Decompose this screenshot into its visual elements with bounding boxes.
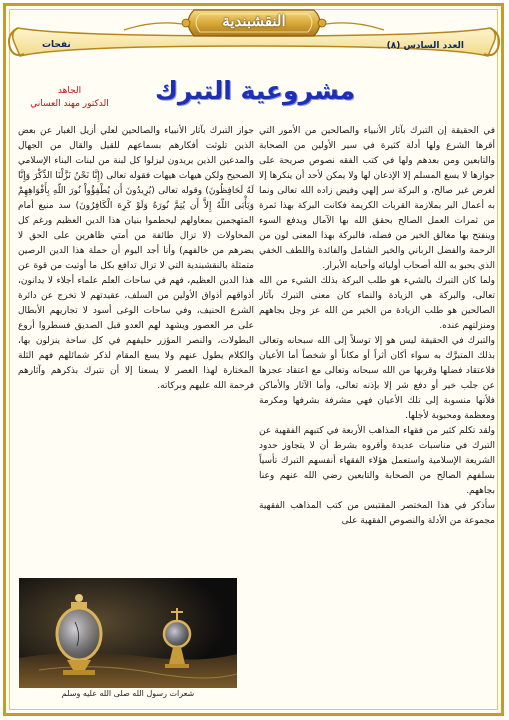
author-prefix: الجاهد bbox=[57, 86, 82, 96]
paragraph: سأذكر في هذا المختصر المقتبس من كتب المذاهب الفقهية مجموعة من الأدلة والنصوص الفقهية على bbox=[259, 501, 495, 526]
paragraph: ولما كان التبرك بالشيء هو طلب البركة بذلك الشيء من الله تعالى، والبركة هي الزيادة والنماء كان معنى التبرك بآثار الصالحين هو طلب الزيادة من الخير من الله عز وجل بجاههم ومنزلتهم عنده. bbox=[259, 276, 495, 331]
relic-photo bbox=[19, 578, 237, 688]
header-banner bbox=[4, 6, 504, 64]
paragraph: جواز التبرك بآثار الأنبياء والصالحين لعلي أزيل الغبار عن بعض الذين تلوثت أفكارهم بسماعهم للقيل والقال من الجهال والمدعين الذين يريدون ليزلوا كل لبنة من لبنات البناء الإسلامي الصحيح ولكن هيهات هيهات فقوله تعالى (إِنَّا نَحْنُ نَزَّلْنَا الذِّكْرَ وَإِنَّا لَهُ لَحَافِظُونَ) وقوله تعالى (يُرِيدُونَ أَن يُطْفِؤُواْ نُورَ اللّهِ بِأَفْوَاهِهِمْ وَيَأْبَى اللّهُ إِلاَّ أَن يُتِمَّ نُورَهُ وَلَوْ كَرِهَ الْكَافِرُونَ) سد منيع أمام المتهجمين بمعاولهم ليحطموا بنيان هذا الدين العظيم ورغم كل المحاولات (لا تزال طائفة من أمتي ظاهرين على الحق لا يضرهم من خالفهم) وأنا أجد اليوم أن حملة هذا الدين الرصين متمثلة بالنقشبندية التي لا تزال تدافع بكل ما أوتيت من قوة عن هذا الدين العظيم، فهم في ساحات العلم علماء أجلاء لا يدانون، أذواقهم أذواق الأولين من السلف، عقيدتهم لا تخرج عن دائرة الشرع الحنيف، وفي ساحات الوغى أسود لا تجاريهم الأبطال على مر العصور ويشهد لهم العدو قبل الصديق فسطروا أروع البطولات، والنصر المؤزر حليفهم في كل ساحة ينزلون بها، والكلام يطول عنهم ولا يسع المقام لذكر شمائلهم فهم الثلة المختارة لهذا العصر لا يسعنا إلا أن نتبرك بذكرهم وآثارهم فرحمة الله عليهم وبركاته. bbox=[18, 126, 254, 391]
article-column-right bbox=[259, 124, 495, 712]
masthead-title: النقشبندية bbox=[222, 12, 286, 30]
relic-illustration bbox=[19, 578, 237, 688]
article-title: مشروعية التبرك bbox=[155, 76, 355, 105]
author-byline bbox=[22, 85, 117, 111]
paragraph: ولقد تكلم كثير من فقهاء المذاهب الأربعة في كتبهم الفقهية عن التبرك في مناسبات عديدة وأقروه بشرط أن لا يتجاوز حدود الشريعة الإسلامية واستعمل هؤلاء الفقهاء أنفسهم التبرك تأسياً بسلفهم الصالح من الصحابة والتابعين رضي الله عنهم وعنا بجاههم. bbox=[259, 426, 495, 496]
article-column-left bbox=[18, 124, 254, 594]
paragraph: في الحقيقة إن التبرك بآثار الأنبياء والصالحين من الأمور التي أقرها الشرع ولها أدلة كثيرة في سير الأولين من الصحابة والتابعين ومن بعدهم ولها في كتب الفقه نصوص صريحة على جوازها لا يسع المسلم إلا الإذعان لها ولا يمكن لأحد أن ينكرها إلا لغرض غير صالح، و البركة سر إلهي وفيض زاده الله تعالى ونما به أعمال البر بملازمة القربات الكريمة فكانت البركة بهذا ثمرة من ثمرات العمل الصالح بحقق الله بها الآمال ويدفع السوء وينفتح بها مغالق الخير من فضله، فالبركة بهذا المعنى لون من الرحمة والفضل الرباني والخير الشامل والفائدة واللطف الخفي الذي يحبو به الله أصحاب أوليائه وأحبابه الأبرار. bbox=[259, 126, 495, 271]
paragraph: والتبرك في الحقيقة ليس هو إلا توسلاً إلى الله سبحانه وتعالى بذلك المتبرَّك به سواء أكان أثراً أو مكاناً أو شخصاً أما الأعيان فلاعتقاد فضلها وقربها من الله سبحانه وتعالى مع اعتقاد عجزها عن جلب خير أو دفع شر إلا بإذنه تعالى، وأما الآثار والأماكن فلأنها منسوبة إلى تلك الأعيان فهي مشرفة بشرفها ومكرمة ومعظمة ومحبوبة لأجلها. bbox=[259, 336, 495, 421]
section-name: نفحات bbox=[42, 40, 71, 50]
issue-number: العدد السادس (٨) bbox=[386, 41, 464, 51]
photo-caption: شعرات رسول الله صلى الله عليه وسلم bbox=[61, 689, 195, 698]
author-name: الدكتور مهند العساني bbox=[30, 99, 109, 109]
